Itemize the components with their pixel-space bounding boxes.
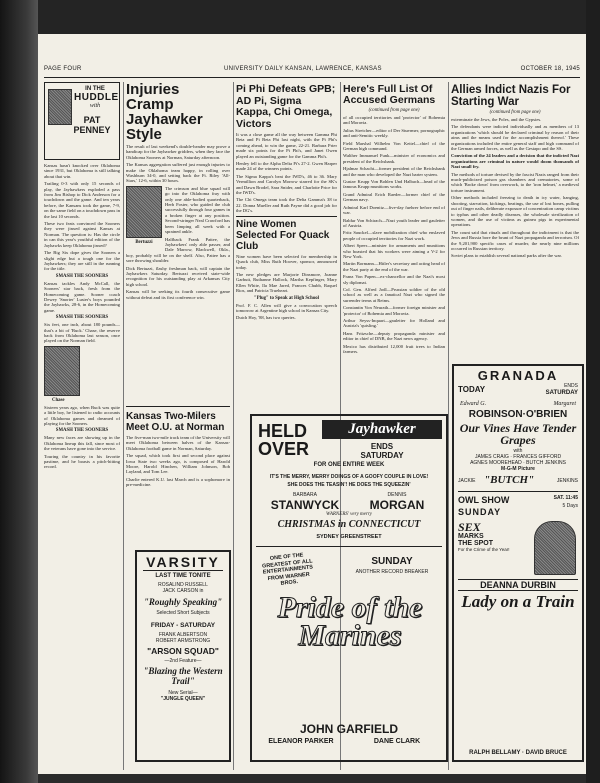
article-paragraph: Six feet, one inch, about 180 pounds—that's a bit of 'Buck.' Chase, the reserve back from Oklahoma last season, once played on the Norman field. [44, 322, 120, 344]
column-allies-indict [451, 82, 579, 394]
theater-name: Jayhawker [322, 420, 442, 439]
article-paragraph: The Kansas aggregation suffered just enough injuries to make the Oklahoma team happy, in rolling over Washburn 34-0, and setting back the Ft. Riley 'All-Stars,' 12-6, within 30 hours. [126, 162, 230, 184]
ad-line: M-G-M Picture [501, 466, 535, 472]
issue-date: OCTOBER 18, 1945 [520, 66, 580, 72]
photo-caption: Chase [52, 397, 65, 403]
article-paragraph: Sixteen years ago, when Buck was quite a little boy, he listened to radio accounts of Oklahoma games and dreamed of playing for the Sooners. [44, 404, 120, 426]
movie-title: Pride of the Marines [277, 591, 423, 652]
article-paragraph: Kansas tackles Andy McCall, the Sooners' star back, fresh from the Homecoming game. Sooner coach Dewey 'Snorter' Luster's boys pounded the Jayhawks, 28-6, in the Homecoming game. [44, 280, 120, 313]
ad-line: RALPH BELLAMY · DAVID BRUCE [469, 750, 567, 756]
headline: Kansas Two-Milers Meet O.U. at Norman [126, 411, 225, 433]
column-accused-germans [343, 82, 445, 414]
actress-illustration [534, 521, 576, 575]
article-paragraph: Henley fell to the Alpha Delta Pi's 27-2. Gwen Harper made 24 of the winners points. [236, 161, 337, 172]
article-paragraph: Hjalmar Schacht—former president of the Reichsbank and the man who developed the Nazi barter system. [343, 166, 445, 177]
continued-line: (continued from page one) [368, 108, 420, 113]
movie-title: "Roughly Speaking" [143, 597, 223, 607]
column-two-milers [126, 406, 230, 541]
movie-title: Our Vines Have Tender Grapes [459, 421, 577, 447]
page-number: PAGE FOUR [44, 66, 82, 72]
article-paragraph: The squad, which took first and second place against Iowa State two weeks ago, is composed of Harold Moore, Harold Hinchen, William Johnson, Bob Layland, and Tom Lee. [126, 453, 230, 475]
theater-name: GRANADA [477, 368, 559, 383]
article-paragraph: of all occupied territories and 'protector' of Bohemia and Moravia. [343, 115, 445, 126]
ad-line: 5 Days [562, 503, 578, 509]
ad-line: SHE DOES THE TEASIN'! HE DOES THE SQUEEZIN' [287, 482, 411, 488]
headline: Here's Full List Of Accused Germans [343, 83, 436, 106]
star-name: DEANNA DURBIN [458, 579, 578, 591]
ad-sex: SEX [458, 520, 481, 534]
article-paragraph: Conviction of the 24 leaders and a decision that the indicted Nazi organizations are criminal in nature would doom thousands of Nazi small fry. [451, 153, 579, 170]
article-paragraph: Walther Immanuel Funk—minister of economics and president of the Reichsbank. [343, 153, 445, 164]
theater-name: VARSITY [143, 554, 223, 571]
article-paragraph: Col. Gen. Alfred Jodl—Prussian soldier of the old school as well as a fanatical Nazi who signed the surrender terms at Reims. [343, 286, 445, 303]
article-paragraph: Constantin Von Neurath—former foreign minister and 'protector' of Bohemia and Moravia. [343, 305, 445, 316]
subhead: "Plug" to Speak at High School [254, 295, 319, 301]
player-photo [44, 346, 80, 396]
article-paragraph: The count said that rituals and throughout the indictment is that the Jews and Russia bore the brunt of Nazi propaganda and terrorism. Of the 9,201,900 specific cases of murder, the nearly nine millions occurred in Russian territory. [451, 229, 579, 251]
scan-right-edge [586, 0, 600, 783]
ad-divider [458, 491, 578, 492]
star-name: ELEANOR PARKER [268, 738, 334, 745]
article-paragraph: Gustav Krupp Von Bohlen Und Halbach—head of the famous Krupp munitions works. [343, 179, 445, 190]
article-paragraph: Grand Admiral Erich Raeder—former chief of the German navy. [343, 191, 445, 203]
article-paragraph: Baldur Von Schirach—Nazi youth leader and gauleiter of Austria. [343, 217, 445, 228]
ad-line: SYDNEY GREENSTREET [316, 534, 382, 540]
ad-saturday: SATURDAY [360, 451, 404, 460]
article-paragraph: The defendants were indicted individually and as members of 13 organizations 'which should be declared criminal by reason of their aims and the means used for the accomplishment thereof.' These organizations included the entire general staff and high command of the German armed forces, as well as the Gestapo and the SS. [451, 124, 579, 152]
star-name: STANWYCK [270, 498, 340, 512]
ad-line: AGNES MOOREHEAD · BUTCH JENKINS [470, 460, 566, 466]
ad-line: JAMES CRAIG · FRANCES GIFFORD [474, 454, 562, 460]
column-injuries [126, 82, 230, 402]
article-paragraph: Trailing 0-3 with only 15 seconds of play, the Jayhawkers exploded a pass from Jim Bishop to Dick Anderson for a touchdown and the game. And ten years before, the Kansans took the game, 7-9, on the same field on a touchdown pass in the last 10 seconds. [44, 181, 120, 219]
star-name: JENKINS [556, 478, 578, 484]
subhead: SMASH THE SOONERS [55, 315, 109, 321]
ad-today: TODAY [458, 385, 486, 394]
ad-line: New Serial— [168, 690, 198, 696]
article-paragraph: Dutch Hoy, '88, has two queries. [236, 315, 296, 321]
article-paragraph: The Big Six dope gives the Sooners a slight edge but a tough one for the Jayhawkers; they are still in the running for the title. [44, 250, 120, 272]
ad-with: with [513, 448, 523, 454]
article-paragraph: The result of last weekend's double-header may prove a handicap for the Jayhawker gridders, when they face the Oklahoma Sooners at Norman, Saturday afternoon. [126, 144, 230, 160]
columnist-last-name: PENNEY [73, 125, 111, 135]
continued-line: (continued from page one) [489, 110, 541, 115]
star-first: Edward G. [460, 401, 487, 407]
article-paragraph: Dick Bertuzzi, flashy freshman back, will captain the Jayhawkers Saturday. Bertuzzi received state-wide recognition for his outstanding play at Arkansas City high school. [126, 265, 230, 287]
subhead: SMASH THE SOONERS [55, 428, 109, 434]
ad-ends: ENDS [370, 442, 394, 451]
column-pi-phi [236, 82, 337, 414]
ad-line: SAT. 11:45 [553, 495, 578, 501]
paper-name: UNIVERSITY DAILY KANSAN, LAWRENCE, KANSAS [224, 66, 382, 72]
star-name: DANE CLARK [373, 738, 421, 745]
ad-line: FRIDAY - SATURDAY [150, 622, 216, 629]
article-paragraph: Franz Von Papen—ex-chancellor and the Nazi's most sly diplomat. [343, 274, 445, 285]
ad-sunday: SUNDAY [371, 556, 413, 567]
huddle-title: HUDDLE [74, 92, 119, 103]
huddle-with: with [89, 103, 101, 109]
article-paragraph: Hans Fritzsche—deputy propaganda minister and editor in chief of DNB, the Nazi news agency. [343, 330, 445, 342]
subhead: SMASH THE SOONERS [55, 273, 109, 279]
star-first: JACKIE [458, 478, 476, 484]
ad-line: "JUNGLE QUEEN" [160, 696, 206, 702]
article-paragraph: Kansas hasn't knocked over Oklahoma since 1931, but Oklahoma is still talking about that win. [44, 163, 120, 179]
huddle-in-the: IN THE [85, 86, 105, 92]
movie-title: "ARSON SQUAD" [147, 646, 219, 656]
star-name: MORGAN [369, 498, 425, 512]
ad-granada [452, 364, 584, 762]
ad-line: —2nd Feature— [164, 658, 202, 664]
masthead [44, 66, 580, 76]
headline: Injuries Cramp Jayhawker Style [126, 82, 203, 143]
ad-line: For the Crime of the Year! [458, 547, 510, 552]
scan-binding-edge [0, 0, 38, 783]
movie-title: CHRISTMAS in CONNECTICUT [277, 519, 421, 530]
movie-title: "Blazing the Western Trail" [143, 666, 223, 686]
article-paragraph: The crimson and blue squad will go into the Oklahoma fray with only one able-bodied quarterback, Herb Foster, who guided the club successfully through four games in a broken finger at any position. Second-stringer Neal Crawford has been limping all week with a sprained ankle. [165, 185, 230, 235]
article-paragraph: Albert Speer—minister for armaments and munitions who boasted that his workers were aiming a V-2 for New York. [343, 243, 445, 259]
ad-line: ONE OF THE GREATEST OF ALL ENTERTAINMENTS FROM WARNER BROS. [261, 552, 314, 587]
column-huddle [44, 82, 120, 770]
star-name: JOHN GARFIELD [299, 722, 398, 736]
ad-held: HELD [258, 421, 307, 441]
article-paragraph: Soviet plans to establish several national parks after the war. [451, 253, 562, 259]
ad-line: JACK CARSON in [162, 588, 204, 594]
ad-line: Selected Short Subjects [156, 610, 210, 616]
ad-line: MARKS [458, 533, 484, 540]
article-paragraph: Halfback Frank Pattee, the Jayhawkers' only able passer, and Dale Marrow, Blackwell, Okla., boy, probably will be on the shelf. Also, Pattee has a sore throwing shoulder. [126, 236, 230, 264]
ad-line: ROBERT ARMSTRONG [155, 638, 211, 644]
ad-line: ROSALIND RUSSELL [158, 582, 208, 588]
article-paragraph: Mexico has distributed 12,000 fruit trees to Indian farmers. [343, 343, 445, 355]
columnist-first-name: PAT [83, 115, 101, 125]
ad-line: FOR ONE ENTIRE WEEK [313, 462, 385, 468]
article-paragraph: Admiral Karl Doenitz—five-day fuehrer before end of war. [343, 204, 445, 216]
scan-top-border [0, 0, 600, 34]
star-name: "BUTCH" [484, 474, 535, 486]
article-paragraph: Julius Streicher—editor of Der Stuermer, pornographic and anti-Semitic weekly. [343, 127, 445, 139]
article-paragraph: These two feats convinced the Sooners they were jinxed against Kansas at Norman. The question is: Has the circle in can this year's youthful edition of the Jayhawks keep Oklahoma jinxed? [44, 221, 120, 248]
article-paragraph: The new pledges are Marjorie Dinsmore, Joanne Garbutt, Ruthanne Hallock, Martha Kepfinger, Mary Ellen White, Ila Mae Jared, Frances Chubb, Raquel Rios, and Patricia Trueheart. [236, 271, 337, 294]
ad-line: LAST TIME TONITE [155, 573, 211, 579]
ad-jayhawker [250, 414, 448, 762]
column-rule [123, 82, 124, 770]
headline: Allies Indict Nazis For Starting War [451, 84, 571, 108]
article-paragraph: Touring the country in his favorite pastime, and he boasts a pitch-hitting record. [44, 453, 120, 470]
column-rule [448, 82, 449, 770]
ad-over: OVER [258, 439, 310, 459]
player-photo [126, 186, 162, 238]
article-paragraph: Prof. F. C. Allen will give a convocation speech tomorrow at Argentine high school in Kansas City. [236, 302, 337, 313]
article-paragraph: Arthur Seyss-Inquart—gauleiter for Holland and Austria's 'quisling.' [343, 318, 445, 329]
movie-title: Lady on a Train [461, 592, 575, 611]
article-paragraph: Charlie entered K.U. last March and is a sophomore in pre-medicine. [126, 476, 230, 488]
ad-line: FRANK ALBERTSON [158, 632, 208, 638]
article-paragraph: Fritz Sauckel—slave mobilization chief who enslaved people of occupied territories for Nazi work. [343, 230, 445, 241]
star-first: BARBARA [293, 492, 317, 498]
ad-varsity [135, 550, 231, 762]
article-paragraph: Other methods included freezing to death in icy water, hanging, shooting, starvation, kickings, beatings, the use of lost bones, pulling out of finger nails, deliberate exposure of concentration camp victims to typhus and other deadly diseases, the wholesale sterilization of women, and the use of victims as guinea pigs in experimental operations. [451, 195, 579, 228]
star-name: ROBINSON·O'BRIEN [468, 409, 568, 420]
ad-line: THE SPOT [458, 540, 494, 547]
article-paragraph: Martin Bormann—Hitler's secretary and acting head of the Nazi party at the end of the war. [343, 261, 445, 272]
columnist-photo [48, 89, 72, 125]
ad-ends: ENDS [564, 383, 578, 389]
ad-saturday: SATURDAY [545, 390, 578, 396]
article-paragraph: The Sigma Kappa's beat the IWD's, 46 to 36. Mary Vermillion and Carolyn Morrow starred for the SK's and Dawn Brodel, Sara Snider, and Charlotte Price for the IWD's. [236, 173, 337, 196]
ad-line: WARNERS' very merry [326, 512, 372, 517]
article-paragraph: Many new faces are showing up in the Oklahoma lineup this fall, since most of the veterans have gone into the service. [44, 435, 120, 452]
headline: Pi Phi Defeats GPB; AD Pi, Sigma Kappa, Chi Omega, Victors [236, 83, 336, 130]
article-paragraph: Nine women have been selected for membership in Quack club, Miss Ruth Hoover, sponsor, announced today. [236, 253, 337, 270]
photo-caption: Bertuzzi [135, 239, 153, 245]
star-first: Margaret [553, 401, 576, 407]
ad-line: IT'S THE MERRY, MERRY DOINGS OF A GOOFY COUPLE IN LOVE! [269, 474, 429, 480]
article-paragraph: Field Marshal Wilhelm Von Keitel—chief of the German high command. [343, 140, 445, 152]
ad-sunday: SUNDAY [458, 507, 502, 517]
article-paragraph: The Chi Omega team took the Delta Gamma's 38 to 22. Donna Mueller and Ruth Payne did a good job for the DG's. [236, 197, 337, 214]
headline: Nine Women Selected For Quack Club [236, 216, 337, 252]
column-rule [233, 82, 234, 770]
huddle-column-box [44, 82, 120, 160]
ad-divider [256, 546, 442, 547]
ad-owl: OWL SHOW [458, 495, 510, 505]
article-paragraph: It was a close game all the way between Gamma Phi Beta and Pi Beta Phi last night, with the Pi Phi's coming ahead, to win the game, 22-21. Barbara Prier made six points for the Pi Phi's, and Janet Owen played an outstanding game for the Gamma Phi's. [236, 132, 337, 159]
article-paragraph: Kansas will be seeking its fourth consecutive game without defeat and its first conference win. [126, 289, 230, 300]
article-paragraph: The methods of torture devised by the fascist Nazis ranged from their much-publicized poison gas chambers and crematories, some of which 'Broke down' from overwork, to the 'iron helmet,' a medieval torture instrument. [451, 171, 579, 193]
masthead-rule [44, 77, 580, 78]
article-paragraph: The five-man two-mile track team of the University will meet Oklahoma between halves of the Kansas-Oklahoma football game in Norman, Saturday. [126, 435, 230, 451]
newspaper-page [38, 34, 586, 774]
ad-line: ANOTHER RECORD BREAKER [355, 569, 429, 575]
star-first: DENNIS [387, 492, 407, 498]
article-paragraph: exterminate the Jews, the Poles, and the Gypsies. [451, 117, 542, 122]
